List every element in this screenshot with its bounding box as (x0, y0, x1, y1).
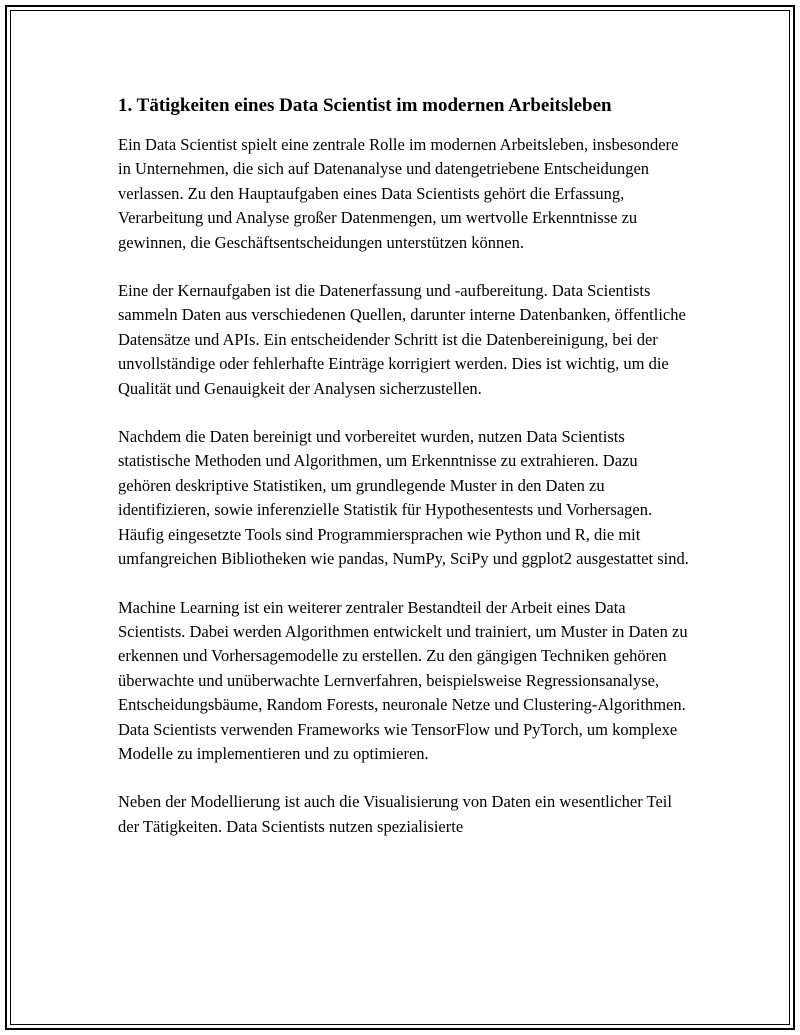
document-body (118, 93, 690, 863)
paragraph-statistics: Nachdem die Daten bereinigt und vorbereitet wurden, nutzen Data Scientists statistische Methoden und Algorithmen, um Erkenntnisse zu extrahieren. Dazu gehören deskriptive Statistiken, um grundlegende Muster in den Daten zu identifizieren, sowie inferenzielle Statistik für Hypothesentests und Vorhersagen. Häufig eingesetzte Tools sind Programmiersprachen wie Python und R, die mit umfangreichen Bibliotheken wie pandas, NumPy, SciPy und ggplot2 ausgestattet sind. (118, 427, 689, 569)
paragraph-intro: Ein Data Scientist spielt eine zentrale Rolle im modernen Arbeitsleben, insbesondere in Unternehmen, die sich auf Datenanalyse und datengetriebene Entscheidungen verlassen. Zu den Hauptaufgaben eines Data Scientists gehört die Erfassung, Verarbeitung und Analyse großer Datenmengen, um wertvolle Erkenntnisse zu gewinnen, die Geschäftsentscheidungen unterstützen können. (118, 135, 679, 252)
section-heading: 1. Tätigkeiten eines Data Scientist im modernen Arbeitsleben (118, 95, 612, 116)
paragraph-machine-learning: Machine Learning ist ein weiterer zentraler Bestandteil der Arbeit eines Data Scientists. Dabei werden Algorithmen entwickelt und trainiert, um Muster in Daten zu erkennen und Vorhersagemodelle zu erstellen. Zu den gängigen Techniken gehören überwachte und unüberwachte Lernverfahren, beispielsweise Regressionsanalyse, Entscheidungsbäume, Random Forests, neuronale Netze und Clustering-Algorithmen. Data Scientists verwenden Frameworks wie TensorFlow und PyTorch, um komplexe Modelle zu implementieren und zu optimieren. (118, 597, 688, 763)
paragraph-visualization: Neben der Modellierung ist auch die Visualisierung von Daten ein wesentlicher Teil der Tätigkeiten. Data Scientists nutzen spezialisierte (118, 792, 672, 836)
paragraph-data-collection: Eine der Kernaufgaben ist die Datenerfassung und -aufbereitung. Data Scientists sammeln Daten aus verschiedenen Quellen, darunter interne Datenbanken, öffentliche Datensätze und APIs. Ein entscheidender Schritt ist die Datenbereinigung, bei der unvollständige oder fehlerhafte Einträge korrigiert werden. Dies ist wichtig, um die Qualität und Genauigkeit der Analysen sicherzustellen. (118, 281, 686, 398)
